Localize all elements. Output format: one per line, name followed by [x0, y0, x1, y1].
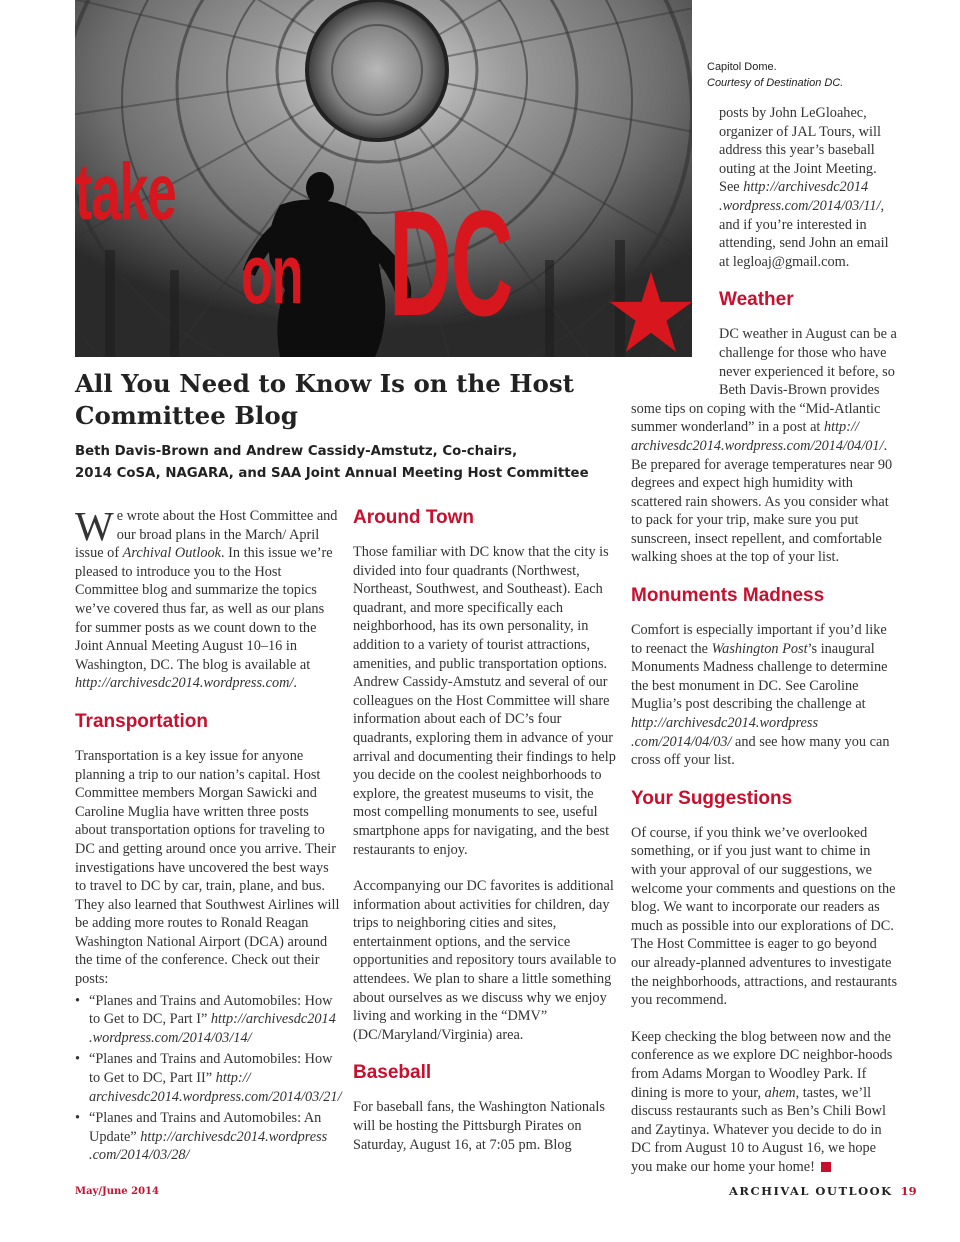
- transportation-post-list: [75, 992, 340, 1165]
- column-1: [75, 503, 342, 1165]
- weather-text: DC weather in August can be a challenge for those who have never experienced it before, so Beth Davis-Brown provides some tips on coping with the “Mid-Atlantic summer wonderland” in a post at: [631, 326, 897, 436]
- column-3: [631, 104, 899, 1177]
- byline-authors: Beth Davis-Brown and Andrew Cassidy-Amstutz, Co-chairs,: [75, 444, 518, 459]
- intro-paragraph: [75, 503, 340, 693]
- around-town-paragraph-1: Those familiar with DC know that the city is divided into four quadrants (Northwest, Northeast, Southwest, and Southeast). Each quadrant, and more specifically each neighborhood, has its own personality, in addition to a variety of tourist attractions, amenities, and public transportation options. Andrew Cassidy-Amstutz and several of our colleagues on the Host Committee will share information about each of DC’s four quadrants, exploring them in advance of your arrival and documenting their findings to help you decide on the coolest neighborhoods to explore, the greatest museums to visit, the most compelling monuments to see, useful smartphone apps for navigating, and the best restaurants to enjoy.: [353, 544, 616, 858]
- weather-link[interactable]: http:// archivesdc2014.wordpress.com/2014/04/01/: [631, 419, 884, 454]
- post-title: “Planes and Trains and Automobiles: How to Get to DC, Part I”: [89, 992, 333, 1028]
- monuments-paragraph: [631, 621, 899, 770]
- heading-around-town: Around Town: [353, 507, 475, 528]
- newspaper-name: Washington Post: [711, 640, 808, 657]
- suggestions-paragraph-2: [631, 1028, 899, 1177]
- baseball-paragraph: For baseball fans, the Washington Nationals will be hosting the Pittsburgh Pirates on Saturday, August 16, at 7:05 pm. Blog: [353, 1099, 605, 1153]
- heading-baseball: Baseball: [353, 1062, 432, 1084]
- drop-cap: W: [75, 503, 114, 549]
- weather-paragraph: [631, 325, 899, 567]
- hero-title-on: on: [241, 227, 303, 321]
- suggestions-text: Keep checking the blog between now and the conference as we explore DC neighbor-hoods from Adams Morgan to Woodley Park. If dining is more to your,: [631, 1028, 893, 1101]
- article-title: All You Need to Know Is on the Host Committee Blog: [75, 369, 574, 430]
- issue-date: May/June 2014: [75, 1186, 159, 1197]
- hero-title-take: take: [75, 147, 176, 236]
- suggestions-text-2: , tastes, we’ll discuss restaurants such as Ben’s Chili Bowl and Zaytinya. Whatever you decide to do in DC from August 10 to August 16, we hope you make our home your home!: [631, 1084, 886, 1175]
- end-mark: [821, 1162, 831, 1172]
- baseball-paragraph-continued: [631, 104, 899, 271]
- hero-title-dc: DC: [389, 179, 513, 347]
- weather-text-2: . Be prepared for average temperatures near 90 degrees and expect high humidity with scattered rain showers. As you consider what to pack for your trip, make sure you put sunscreen, insect repellent, and comfortable walking shoes at the top of your list.: [631, 437, 893, 566]
- list-item: [89, 1109, 340, 1165]
- heading-suggestions: Your Suggestions: [631, 787, 793, 809]
- publication-name: Archival Outlook: [122, 545, 221, 562]
- page-number: 19: [900, 1184, 917, 1198]
- monuments-text-3: and see how many you can cross off your list.: [631, 733, 890, 769]
- monuments-text-2: ’s inaugural Monuments Madness challenge to determine the best monument in DC. See Caroline Muglia’s post describing the challenge at: [631, 640, 888, 713]
- monuments-link[interactable]: http://archivesdc2014.wordpress .com/2014/04/03/: [631, 715, 819, 750]
- post-link[interactable]: http://archivesdc2014 .wordpress.com/2014/03/14/: [89, 1011, 336, 1046]
- byline-committee: 2014 CoSA, NAGARA, and SAA Joint Annual Meeting Host Committee: [75, 466, 589, 481]
- intro-text: e wrote about the Host Committee and our broad plans in the March/ April issue of: [75, 508, 338, 562]
- suggestions-paragraph-1: Of course, if you think we’ve overlooked something, or if you just want to chime in with your approval of our suggestions, we welcome your comments and questions on the blog. We want to incorporate our readers as much as possible into our explorations of DC. The Host Committee is eager to go beyond our already-planned adventures to investigate the neighborhoods, attractions, and restaurants you recommend.: [631, 824, 898, 1009]
- intro-end: .: [293, 675, 297, 692]
- baseball-link[interactable]: http://archivesdc2014 .wordpress.com/2014/03/11/: [719, 179, 881, 214]
- caption-credit: Courtesy of Destination DC.: [707, 77, 844, 89]
- heading-monuments: Monuments Madness: [631, 585, 825, 607]
- column-2: [353, 507, 618, 1154]
- caption-line: Capitol Dome.: [707, 61, 777, 73]
- photo-caption: [707, 59, 907, 91]
- heading-weather: Weather: [719, 289, 794, 311]
- monuments-text: Comfort is especially important if you’d like to reenact the: [631, 622, 887, 657]
- around-town-paragraph-2: Accompanying our DC favorites is additional information about activities for children, day trips to neighboring cities and sites, entertainment options, and the service opportunities and repository tours available to attendees. We plan to share a little something about ourselves as we discuss why we enjoy living and working in the “DMV” (DC/Maryland/Virginia) area.: [353, 878, 617, 1043]
- baseball-text-end: , and if you’re interested in attending, send John an email at legloaj@gmail.com.: [719, 197, 889, 270]
- post-link[interactable]: http:// archivesdc2014.wordpress.com/2014/03/21/: [89, 1070, 342, 1105]
- hero-image: [75, 0, 692, 357]
- folio: [729, 1184, 917, 1198]
- intro-text-2: . In this issue we’re pleased to introduce you to the Host Committee blog and summarize the topics we’ve covered thus far, as well as our plans for summer posts as we count down to the Joint Annual Meeting August 10–16 in Washington, DC. The blog is available at: [75, 545, 333, 673]
- byline: [75, 441, 635, 485]
- suggestions-italic: ahem: [764, 1084, 796, 1101]
- blog-link[interactable]: http://archivesdc2014.wordpress.com/: [75, 675, 294, 692]
- list-item: [89, 1050, 340, 1106]
- transportation-paragraph: Transportation is a key issue for anyone planning a trip to our nation’s capital. Host Committee members Morgan Sawicki and Caroline Muglia have written three posts about transportation options for traveling to DC and getting around once you arrive. Their investigations have uncovered the best ways to travel to DC by car, train, plane, and bus. They also learned that Southwest Airlines will be adding more routes to Ronald Reagan Washington National Airport (DCA) around the time of the conference. Check out their posts:: [75, 747, 340, 988]
- baseball-text: posts by John LeGloahec, organizer of JAL Tours, will address this year’s baseball outing at the Joint Meeting. See: [719, 105, 881, 196]
- publication-name: ARCHIVAL OUTLOOK: [729, 1184, 893, 1198]
- heading-transportation: Transportation: [75, 710, 209, 732]
- list-item: [89, 992, 340, 1048]
- post-title: “Planes and Trains and Automobiles: An Update”: [89, 1110, 322, 1145]
- post-link[interactable]: http://archivesdc2014.wordpress .com/2014/03/28/: [89, 1128, 328, 1164]
- post-title: “Planes and Trains and Automobiles: How to Get to DC, Part II”: [89, 1051, 333, 1087]
